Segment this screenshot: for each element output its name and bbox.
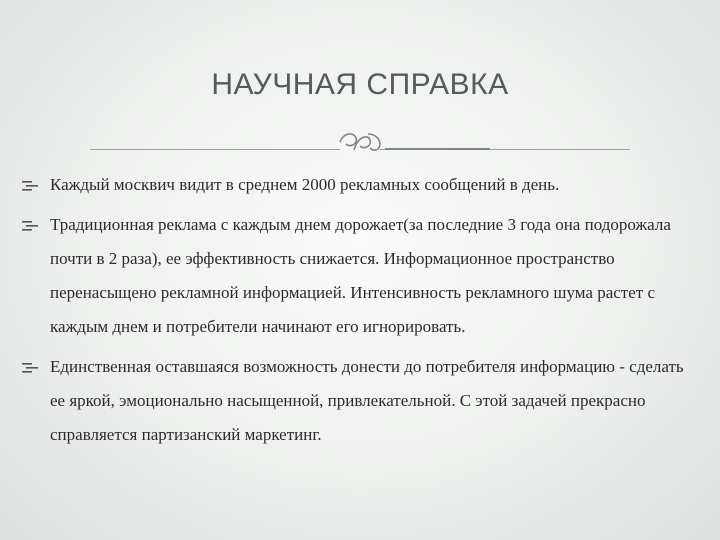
flourish-ornament-icon: [334, 130, 386, 154]
list-lines-icon: [22, 220, 38, 232]
divider-line-left: [90, 149, 340, 150]
bullet-item: [22, 168, 702, 202]
list-lines-icon: [22, 362, 38, 374]
list-lines-icon: [22, 180, 38, 192]
bullet-text: Единственная оставшаяся возможность донести до потребителя информацию - сделать ее яркой, эмоционально насыщенной, привлекательной. С этой задачей прекрасно справляется партизанский маркетинг.: [50, 357, 684, 444]
bullet-list: [22, 168, 702, 458]
bullet-item: [22, 350, 702, 452]
title-divider: [90, 130, 630, 154]
bullet-text: Каждый москвич видит в среднем 2000 рекламных сообщений в день.: [50, 175, 560, 194]
bullet-text: Традиционная реклама с каждым днем дорожает(за последние 3 года она подорожала почти в 2 раза), ее эффективность снижается. Информационное пространство перенасыщено рекламной информацией. Интенсивность рекламного шума растет с каждым днем и потребители начинают его игнорировать.: [50, 215, 671, 336]
divider-line-accent: [385, 148, 490, 150]
bullet-item: [22, 208, 702, 344]
slide-title: НАУЧНАЯ СПРАВКА: [211, 68, 509, 101]
